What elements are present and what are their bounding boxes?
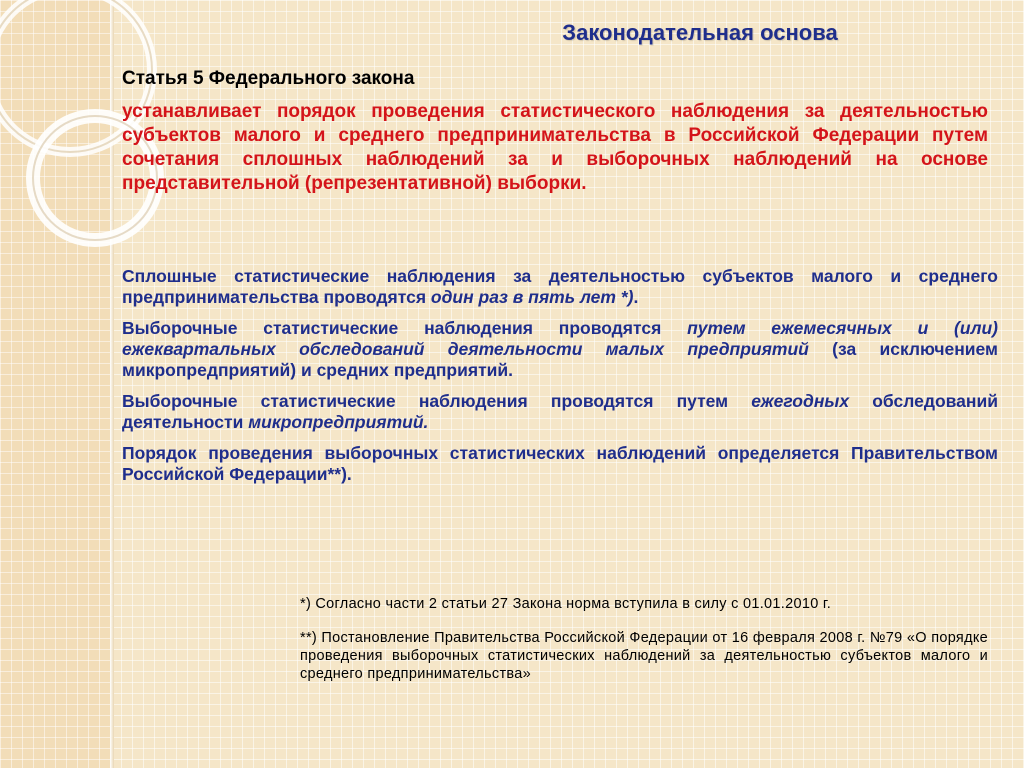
paragraph-text: Сплошные статистические наблюдения за деятельностью субъектов малого и среднего предпринимательства проводятся — [122, 266, 998, 307]
paragraph-text: Выборочные статистические наблюдения проводятся — [122, 318, 688, 338]
paragraph-text: Порядок проведения выборочных статистических наблюдений определяется Правительством Российской Федерации**). — [122, 443, 998, 484]
continuous-observation-paragraph — [122, 266, 998, 308]
observation-rules-block — [122, 266, 998, 495]
paragraph-emphasis: ежегодных — [751, 391, 850, 411]
slide-title: Законодательная основа — [562, 20, 838, 45]
paragraph-text: . — [633, 287, 639, 307]
footnote-1: *) Согласно части 2 статьи 27 Закона норма вступила в силу с 01.01.2010 г. — [300, 596, 832, 612]
paragraph-text: обследований деятельности — [122, 391, 998, 432]
sample-monthly-paragraph — [122, 318, 998, 381]
paragraph-emphasis: один раз в пять лет *) — [430, 287, 634, 307]
procedure-paragraph — [122, 443, 998, 485]
footnote-2: **) Постановление Правительства Российской Федерации от 16 февраля 2008 г. №79 «О порядке проведения выборочных статистических наблюдений за деятельностью субъектов малого и среднего предпринимательства» — [300, 630, 988, 682]
slide-subtitle: Статья 5 Федерального закона — [122, 68, 415, 89]
footnotes — [300, 595, 988, 699]
law-description-paragraph: устанавливает порядок проведения статистического наблюдения за деятельностью субъектов малого и среднего предпринимательства в Российской Федерации путем сочетания сплошных наблюдений за и выборочных наблюдений на основе представительной (репрезентативной) выборки. — [122, 101, 988, 194]
paragraph-emphasis: микропредприятий. — [248, 412, 429, 432]
paragraph-text: Выборочные статистические наблюдения проводятся путем — [122, 391, 752, 411]
paragraph-emphasis: путем ежемесячных и (или) ежеквартальных обследований деятельности малых предприятий — [122, 318, 998, 359]
sample-annual-paragraph — [122, 391, 998, 433]
paragraph-text: (за исключением микропредприятий) и средних предприятий. — [122, 339, 998, 380]
